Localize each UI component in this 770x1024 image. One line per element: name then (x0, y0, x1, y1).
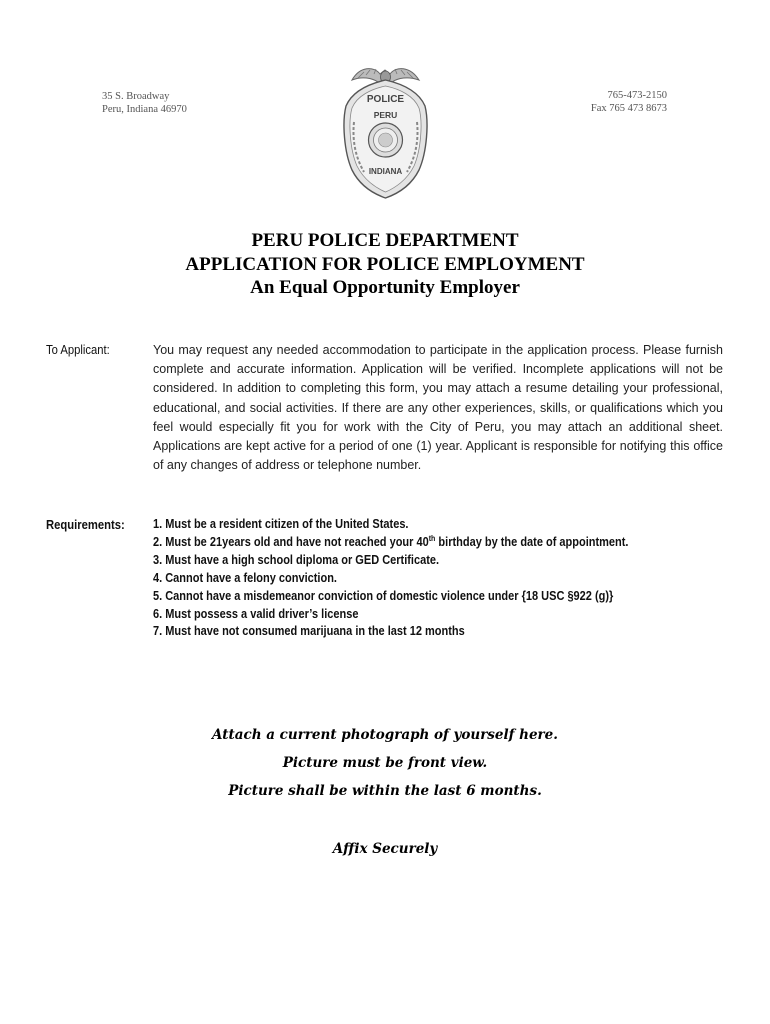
police-badge-logo (338, 62, 433, 200)
requirement-item: 1. Must be a resident citizen of the United States. (153, 517, 409, 531)
requirements-list (153, 516, 753, 641)
eoe-subtitle: An Equal Opportunity Employer (250, 277, 520, 298)
to-applicant-label: To Applicant: (46, 343, 110, 357)
instruction-line: considered. In addition to completing this form, you may attach a resume detailing your professional, (153, 381, 723, 396)
application-title: APPLICATION FOR POLICE EMPLOYMENT (185, 253, 585, 275)
badge-text-police: POLICE (366, 94, 405, 105)
requirement-item: 4. Cannot have a felony conviction. (153, 570, 337, 585)
instruction-line: You may request any needed accommodation to participate in the application process. Please furnish (153, 343, 723, 357)
instruction-line: educational, and social activities. If there are any other experiences, skills, or qualifications which you (153, 400, 723, 415)
department-address (102, 90, 187, 116)
phone-number: 765-473-2150 (607, 90, 667, 101)
instruction-line: complete and accurate information. Application will be verified. Incomplete applications will not be (153, 362, 723, 377)
document-title-block (0, 229, 770, 300)
address-street: 35 S. Broadway (102, 91, 170, 102)
instruction-line: of any changes of address or telephone number. (153, 458, 422, 473)
badge-text-indiana: INDIANA (368, 167, 403, 176)
requirements-label: Requirements: (46, 518, 125, 532)
requirement-text: birthday by the date of appointment. (435, 534, 629, 549)
badge-text-peru: PERU (373, 110, 398, 120)
instruction-line: feel would especially fit you for work with the City of Peru, you may attach an additional sheet. (153, 419, 723, 434)
department-contact (591, 89, 667, 115)
fax-number: Fax 765 473 8673 (590, 103, 667, 114)
address-city: Peru, Indiana 46970 (102, 104, 187, 115)
photo-instruction: Picture shall be within the last 6 months. (228, 783, 542, 799)
requirement-item: 3. Must have a high school diploma or GED Certificate. (153, 552, 440, 567)
requirement-text: 2. Must be 21years old and have not reached your 40 (153, 534, 429, 549)
requirement-item: 6. Must possess a valid driver’s license (153, 606, 359, 621)
photo-instruction: Picture must be front view. (282, 755, 488, 771)
ordinal-suffix: th (428, 533, 436, 543)
requirement-item (153, 534, 681, 552)
affix-securely-note: Affix Securely (332, 841, 438, 857)
department-title: PERU POLICE DEPARTMENT (251, 230, 519, 251)
requirement-item: 7. Must have not consumed marijuana in the last 12 months (153, 624, 465, 639)
applicant-instructions (153, 341, 723, 475)
photo-instruction: Attach a current photograph of yourself here. (212, 727, 558, 743)
instruction-line: Applications are kept active for a period of one (1) year. Applicant is responsible for notifying this office (153, 439, 723, 454)
requirement-item: 5. Cannot have a misdemeanor conviction of domestic violence under {18 USC §922 (g)} (153, 588, 614, 603)
